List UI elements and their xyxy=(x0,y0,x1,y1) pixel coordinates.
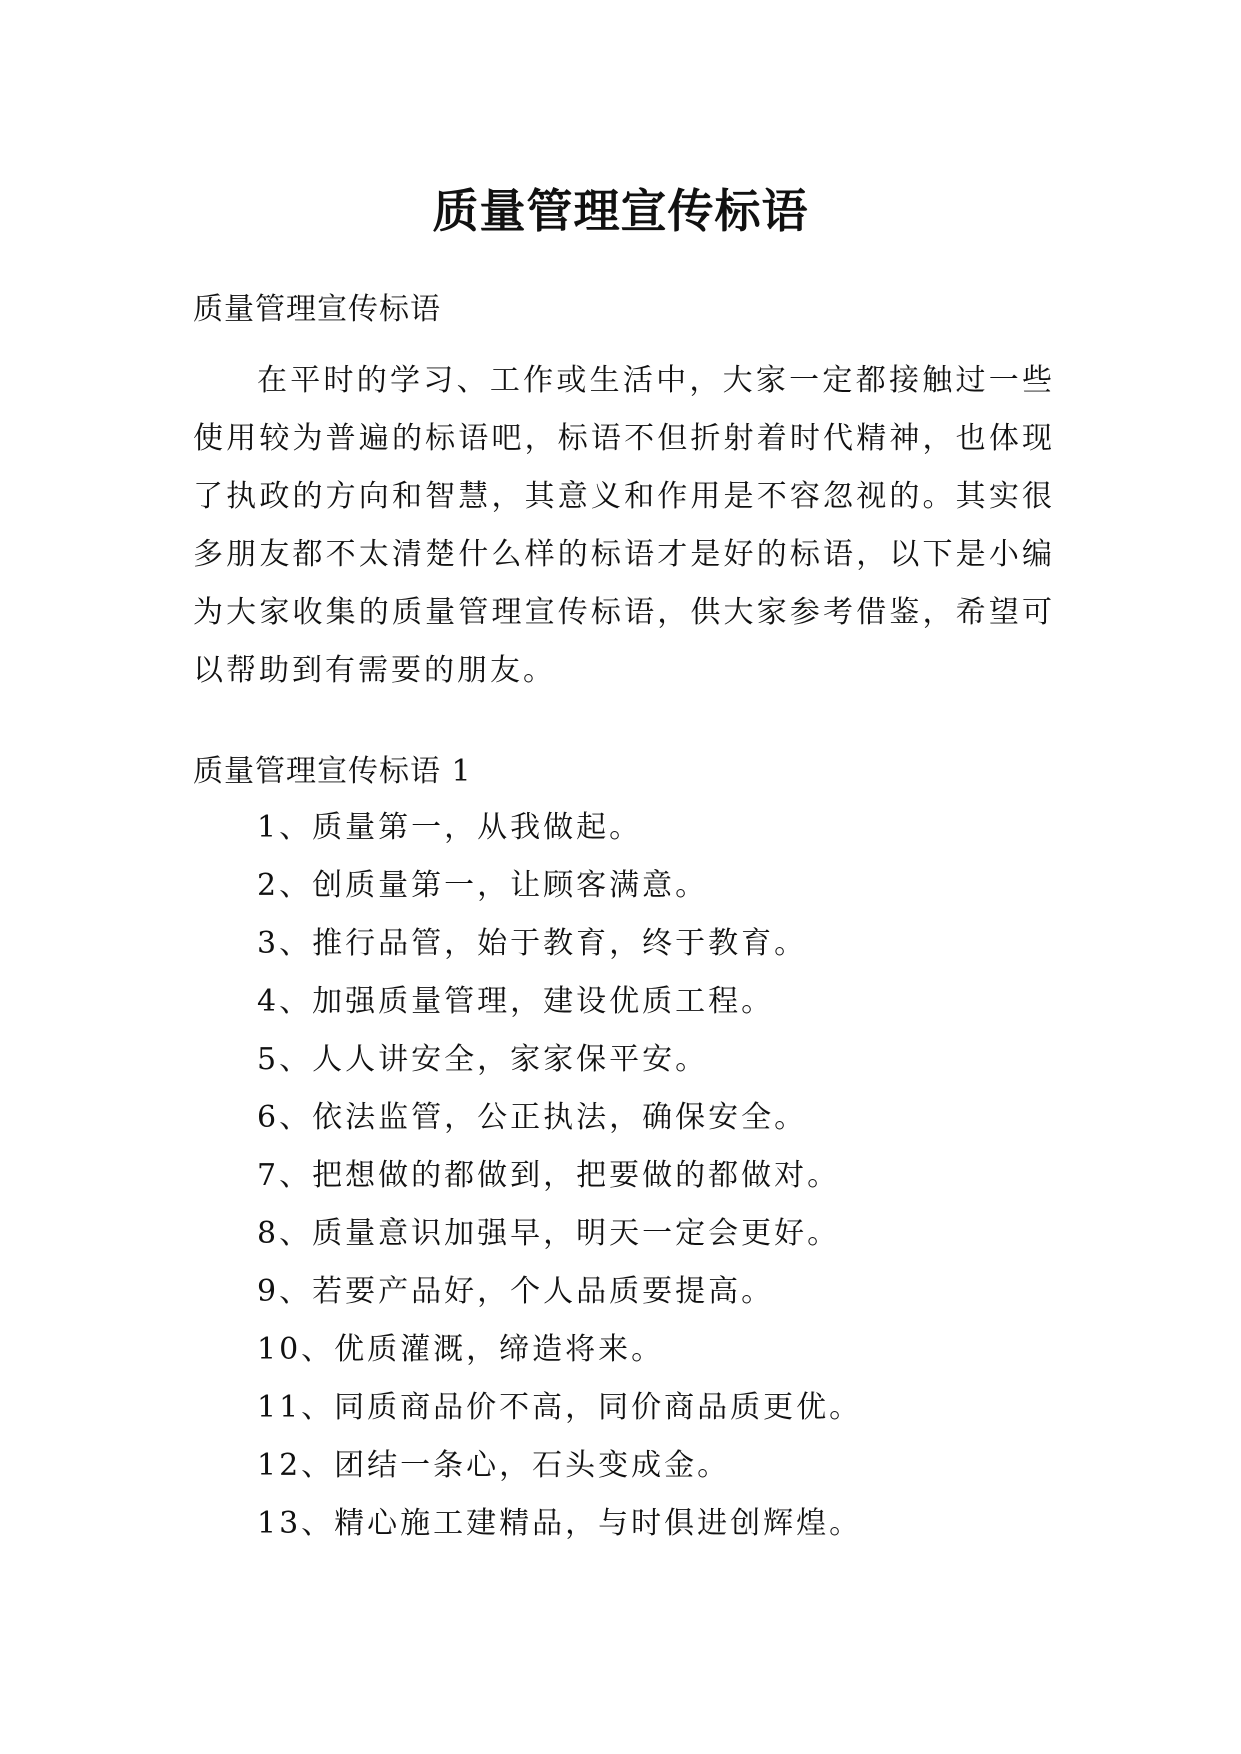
slogan-item: 2、创质量第一，让顾客满意。 xyxy=(257,868,709,903)
slogan-item: 13、精心施工建精品，与时俱进创辉煌。 xyxy=(257,1506,863,1541)
section-heading: 质量管理宣传标语 1 xyxy=(193,754,472,789)
document-title: 质量管理宣传标语 xyxy=(432,183,809,238)
slogan-item: 4、加强质量管理，建设优质工程。 xyxy=(257,984,775,1019)
slogan-item: 6、依法监管，公正执法，确保安全。 xyxy=(257,1100,808,1135)
slogan-item: 7、把想做的都做到，把要做的都做对。 xyxy=(257,1158,841,1193)
slogan-item: 9、若要产品好，个人品质要提高。 xyxy=(257,1274,775,1309)
slogan-item: 5、人人讲安全，家家保平安。 xyxy=(257,1042,709,1077)
document-subtitle: 质量管理宣传标语 xyxy=(193,292,441,327)
slogan-item: 11、同质商品价不高，同价商品质更优。 xyxy=(257,1390,863,1425)
slogan-item: 1、质量第一，从我做起。 xyxy=(257,810,643,845)
slogan-item: 3、推行品管，始于教育，终于教育。 xyxy=(257,926,808,961)
intro-paragraph: 在平时的学习、工作或生活中，大家一定都接触过一些使用较为普遍的标语吧，标语不但折射着时代精神，也体现了执政的方向和智慧，其意义和作用是不容忽视的。其实很多朋友都不太清楚什么样的标语才是好的标语，以下是小编为大家收集的质量管理宣传标语，供大家参考借鉴，希望可以帮助到有需要的朋友。 xyxy=(193,363,1055,688)
slogan-list xyxy=(257,808,862,1562)
slogan-item: 10、优质灌溉，缔造将来。 xyxy=(257,1332,665,1367)
slogan-item: 8、质量意识加强早，明天一定会更好。 xyxy=(257,1216,841,1251)
slogan-item: 12、团结一条心，石头变成金。 xyxy=(257,1448,731,1483)
